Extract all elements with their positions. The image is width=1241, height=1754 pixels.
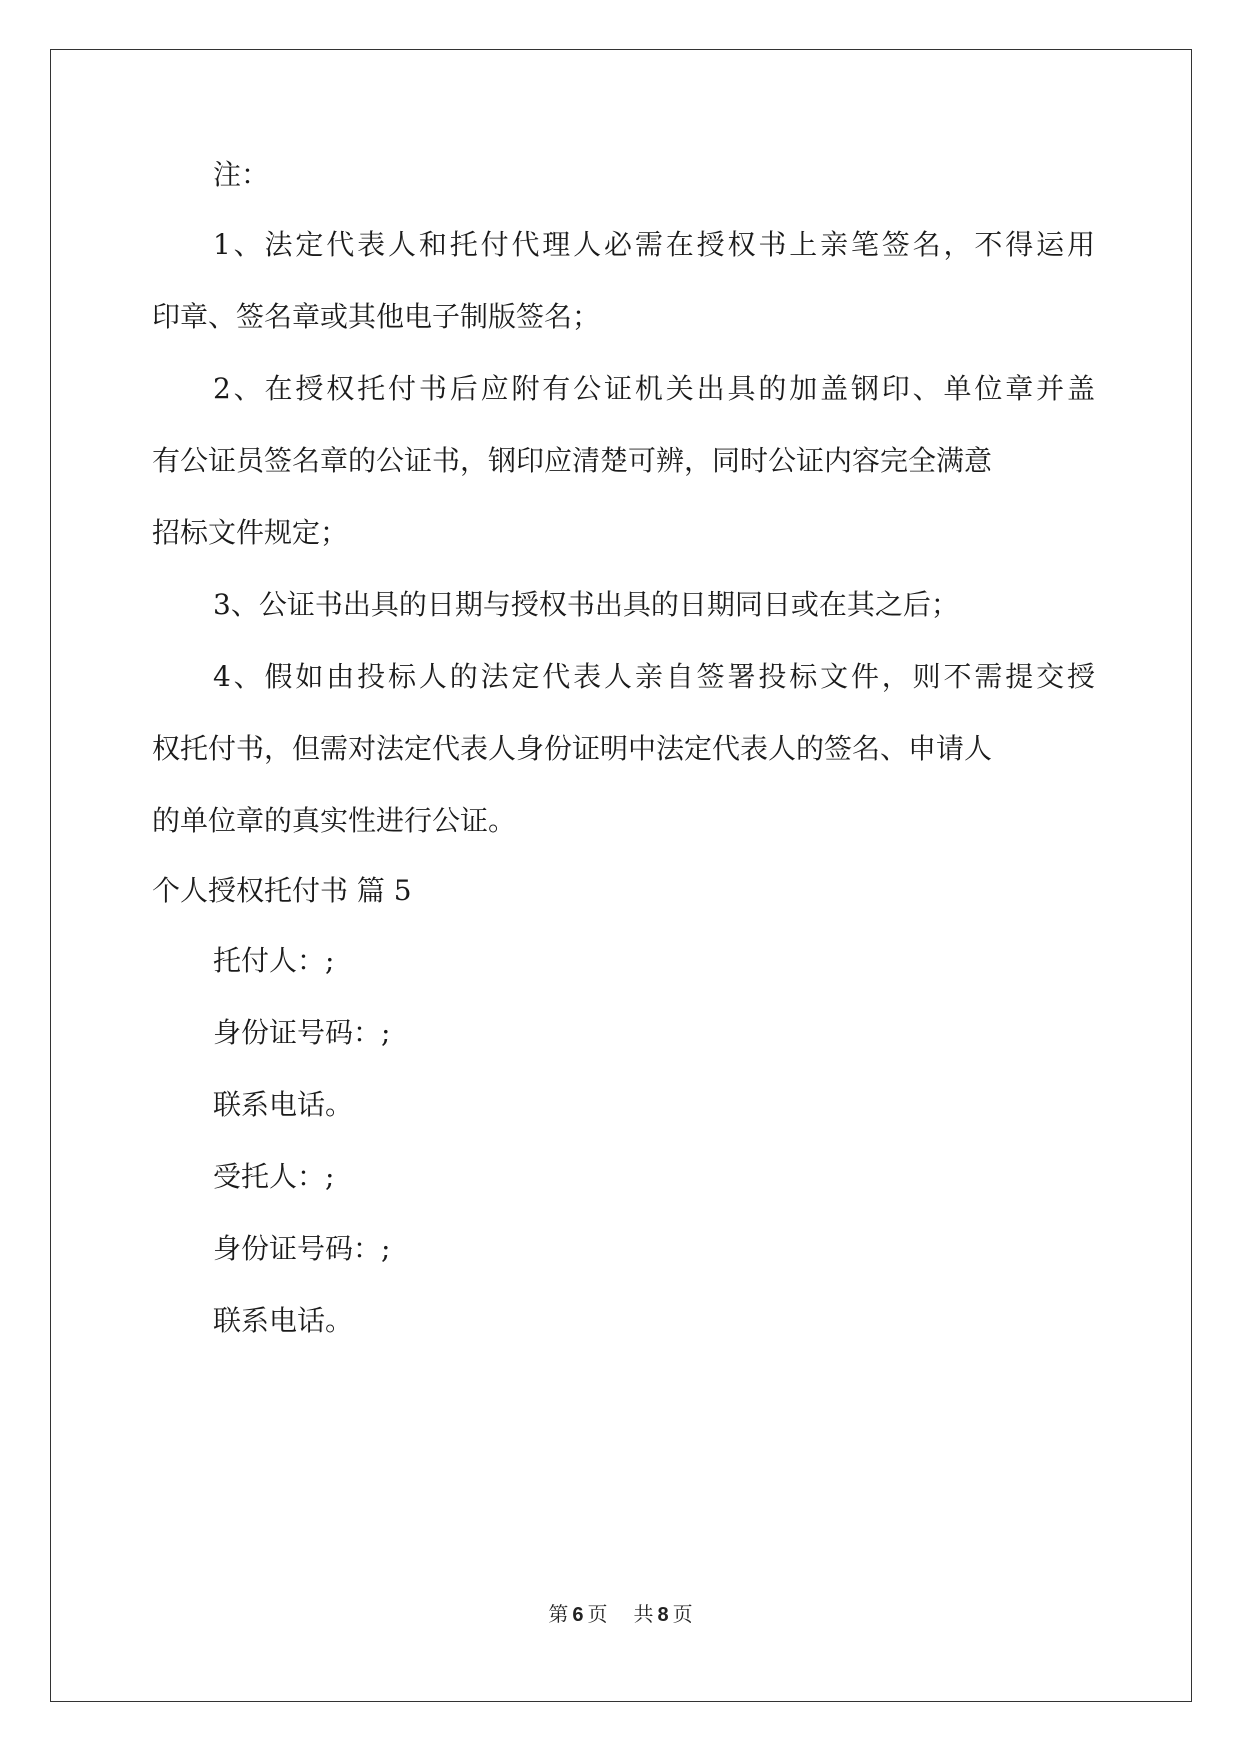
agent-phone-field: 联系电话。	[213, 1304, 354, 1337]
footer-total-prefix: 共	[633, 1602, 654, 1626]
footer-total-pages: 8	[657, 1604, 669, 1626]
section-heading: 个人授权托付书 篇 5	[152, 874, 412, 907]
agent-id-field: 身份证号码：;	[213, 1232, 391, 1265]
agent-name-field: 受托人：;	[213, 1160, 335, 1193]
principal-id-field: 身份证号码：;	[213, 1016, 391, 1049]
note-item-4-line-1: 4、假如由投标人的法定代表人亲自签署投标文件，则不需提交授	[213, 660, 1095, 693]
note-item-4-line-2: 权托付书，但需对法定代表人身份证明中法定代表人的签名、申请人	[152, 732, 993, 765]
note-item-2-line-1: 2、在授权托付书后应附有公证机关出具的加盖钢印、单位章并盖	[213, 372, 1095, 405]
note-item-2-line-3: 招标文件规定；	[152, 516, 349, 549]
note-item-3: 3、公证书出具的日期与授权书出具的日期同日或在其之后；	[213, 588, 959, 621]
footer-page-suffix: 页	[587, 1602, 608, 1626]
note-item-1-line-1: 1、法定代表人和托付代理人必需在授权书上亲笔签名，不得运用	[213, 228, 1095, 261]
page-footer	[0, 1599, 1241, 1630]
note-item-1-line-2: 印章、签名章或其他电子制版签名；	[152, 300, 601, 333]
note-item-4-line-3: 的单位章的真实性进行公证。	[152, 804, 517, 837]
note-heading: 注：	[213, 158, 270, 191]
footer-page-number: 6	[572, 1604, 584, 1626]
principal-name-field: 托付人：;	[213, 944, 335, 977]
note-item-2-line-2: 有公证员签名章的公证书，钢印应清楚可辨，同时公证内容完全满意	[152, 444, 993, 477]
footer-page-prefix: 第	[548, 1602, 569, 1626]
principal-phone-field: 联系电话。	[213, 1088, 354, 1121]
footer-total-suffix: 页	[672, 1602, 693, 1626]
